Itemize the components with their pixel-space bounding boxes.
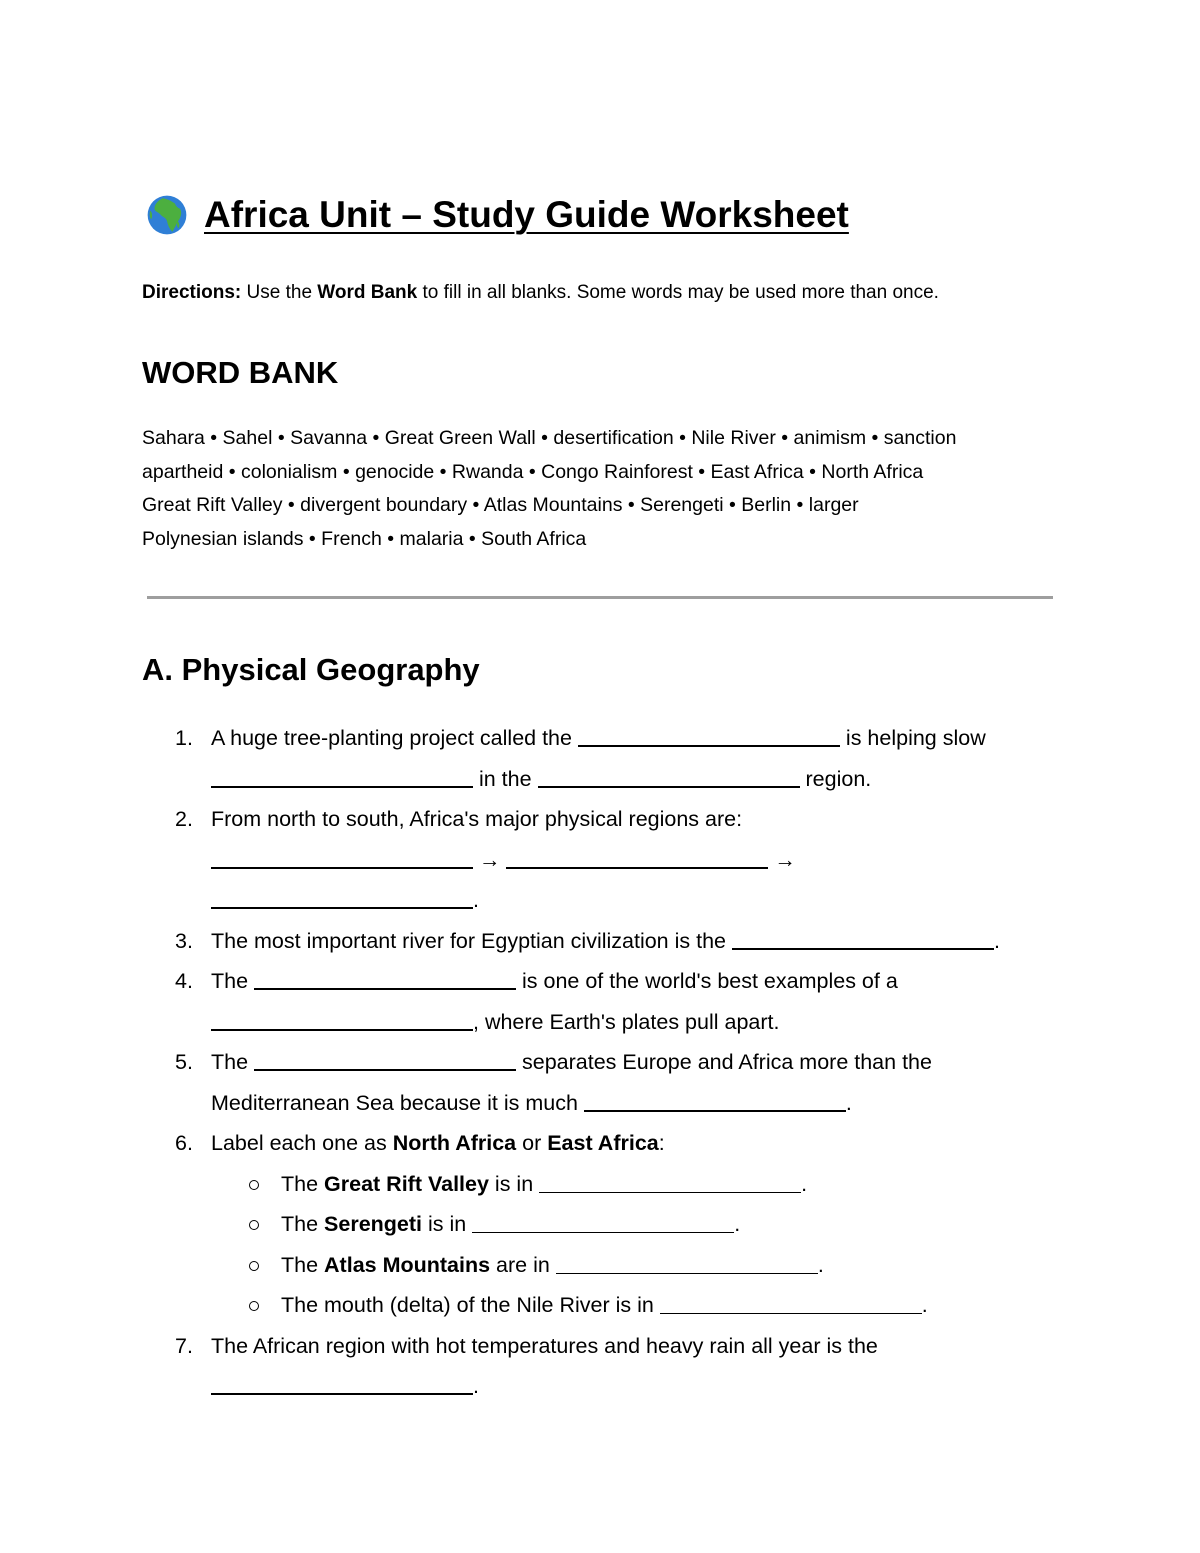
word-bank-line: apartheid • colonialism • genocide • Rwanda • Congo Rainforest • East Africa • North Africa [142, 460, 924, 483]
question-7 [142, 1326, 1062, 1407]
sub-question-text: . [801, 1171, 808, 1196]
question-number: 4. [175, 969, 193, 993]
option-east-africa: East Africa [547, 1131, 659, 1155]
answer-blank[interactable] [211, 786, 473, 788]
word-bank-line: Polynesian islands • French • malaria • South Africa [142, 528, 587, 551]
directions [142, 280, 1062, 306]
question-text: is one of the world's best examples of a [516, 969, 898, 993]
question-6 [142, 1123, 1062, 1326]
answer-blank[interactable] [732, 948, 994, 950]
question-text: The [211, 969, 255, 993]
question-number: 6. [175, 1131, 193, 1155]
sub-question-text: . [817, 1252, 824, 1277]
sub-question-text: The [281, 1212, 325, 1236]
worksheet-title [142, 190, 1062, 240]
sub-question [211, 1245, 1062, 1286]
question-number: 2. [175, 807, 193, 831]
answer-blank[interactable] [211, 867, 473, 869]
sub-question-text: The [281, 1171, 325, 1196]
answer-blank[interactable] [584, 1110, 846, 1112]
question-text: Label each one as [211, 1131, 393, 1155]
answer-blank[interactable] [211, 907, 473, 909]
sub-question [211, 1204, 1062, 1245]
sub-question-text: The [281, 1252, 325, 1277]
question-text: separates Europe and Africa more than the [516, 1050, 932, 1074]
answer-blank[interactable] [578, 745, 840, 747]
question-text: The [211, 1050, 255, 1074]
sub-question [211, 1285, 1062, 1326]
sub-question-list [211, 1164, 1062, 1326]
question-text: From north to south, Africa's major physical regions are: [211, 807, 743, 831]
question-text: A huge tree-planting project called the [211, 726, 578, 750]
answer-blank[interactable] [211, 1029, 473, 1031]
arrow-text: → [768, 847, 796, 872]
hollow-bullet-icon [249, 1180, 259, 1190]
question-text: . [845, 1090, 852, 1115]
title-text: Africa Unit – Study Guide Worksheet [204, 194, 849, 235]
sub-question-text: are in [490, 1252, 556, 1277]
question-text: The most important river for Egyptian civilization is the [211, 928, 732, 953]
question-1 [142, 718, 1062, 799]
hollow-bullet-icon [249, 1220, 259, 1230]
horizontal-divider [147, 596, 1053, 599]
question-number: 7. [175, 1333, 193, 1358]
sub-question-term: Great Rift Valley [324, 1171, 489, 1196]
hollow-bullet-icon [249, 1261, 259, 1271]
question-number: 5. [175, 1050, 193, 1074]
answer-blank[interactable] [254, 1069, 516, 1071]
question-5 [142, 1042, 1062, 1123]
question-3 [142, 921, 1062, 962]
answer-blank[interactable] [254, 988, 516, 990]
word-bank-line: Great Rift Valley • divergent boundary • Atlas Mountains • Serengeti • Berlin • larger [142, 494, 859, 517]
sub-question-text: is in [422, 1212, 473, 1236]
section-title-physical-geography: A. Physical Geography [142, 652, 480, 687]
question-text: in the [473, 766, 538, 791]
sub-question-term: Serengeti [324, 1212, 423, 1236]
question-text: is helping slow [839, 726, 986, 750]
question-list [142, 718, 1062, 1407]
sub-question-term: Atlas Mountains [324, 1252, 491, 1277]
sub-question-text: . [734, 1212, 741, 1236]
question-text: . [993, 928, 1000, 953]
hollow-bullet-icon [249, 1301, 259, 1311]
question-2 [142, 799, 1062, 921]
directions-text-2: to fill in all blanks. Some words may be used more than once. [417, 282, 939, 303]
option-north-africa: North Africa [392, 1131, 517, 1155]
question-text: , where Earth's plates pull apart. [473, 1009, 780, 1034]
question-text: . [473, 888, 479, 912]
answer-blank[interactable] [211, 1393, 473, 1395]
sub-question-text: The mouth (delta) of the Nile River is in [281, 1293, 660, 1317]
sub-question-text: . [921, 1293, 928, 1317]
answer-blank[interactable] [660, 1313, 922, 1314]
arrow-text: → [473, 847, 507, 872]
word-bank-line: Sahara • Sahel • Savanna • Great Green Wall • desertification • Nile River • animism • sanction [142, 427, 957, 449]
question-text: The African region with hot temperatures and heavy rain all year is the [211, 1333, 878, 1358]
question-text: Mediterranean Sea because it is much [211, 1090, 584, 1115]
answer-blank[interactable] [539, 1192, 801, 1193]
globe-africa-icon [142, 193, 192, 237]
sub-question-text: is in [488, 1171, 540, 1196]
word-bank-heading: WORD BANK [142, 355, 339, 390]
answer-blank[interactable] [556, 1273, 818, 1274]
question-4 [142, 961, 1062, 1042]
question-text: : [658, 1131, 665, 1155]
answer-blank[interactable] [538, 786, 800, 788]
word-bank-list [142, 422, 1062, 557]
question-text: region. [799, 766, 872, 791]
directions-label: Directions: [142, 282, 242, 303]
question-text: . [473, 1374, 479, 1398]
worksheet-page [142, 190, 1062, 1398]
question-number: 3. [175, 928, 193, 953]
answer-blank[interactable] [506, 867, 768, 869]
question-text: or [516, 1131, 548, 1155]
word-bank-reference: Word Bank [317, 282, 418, 303]
directions-text-1: Use the [241, 282, 318, 303]
question-number: 1. [175, 726, 193, 750]
sub-question [211, 1164, 1062, 1205]
answer-blank[interactable] [472, 1232, 734, 1233]
